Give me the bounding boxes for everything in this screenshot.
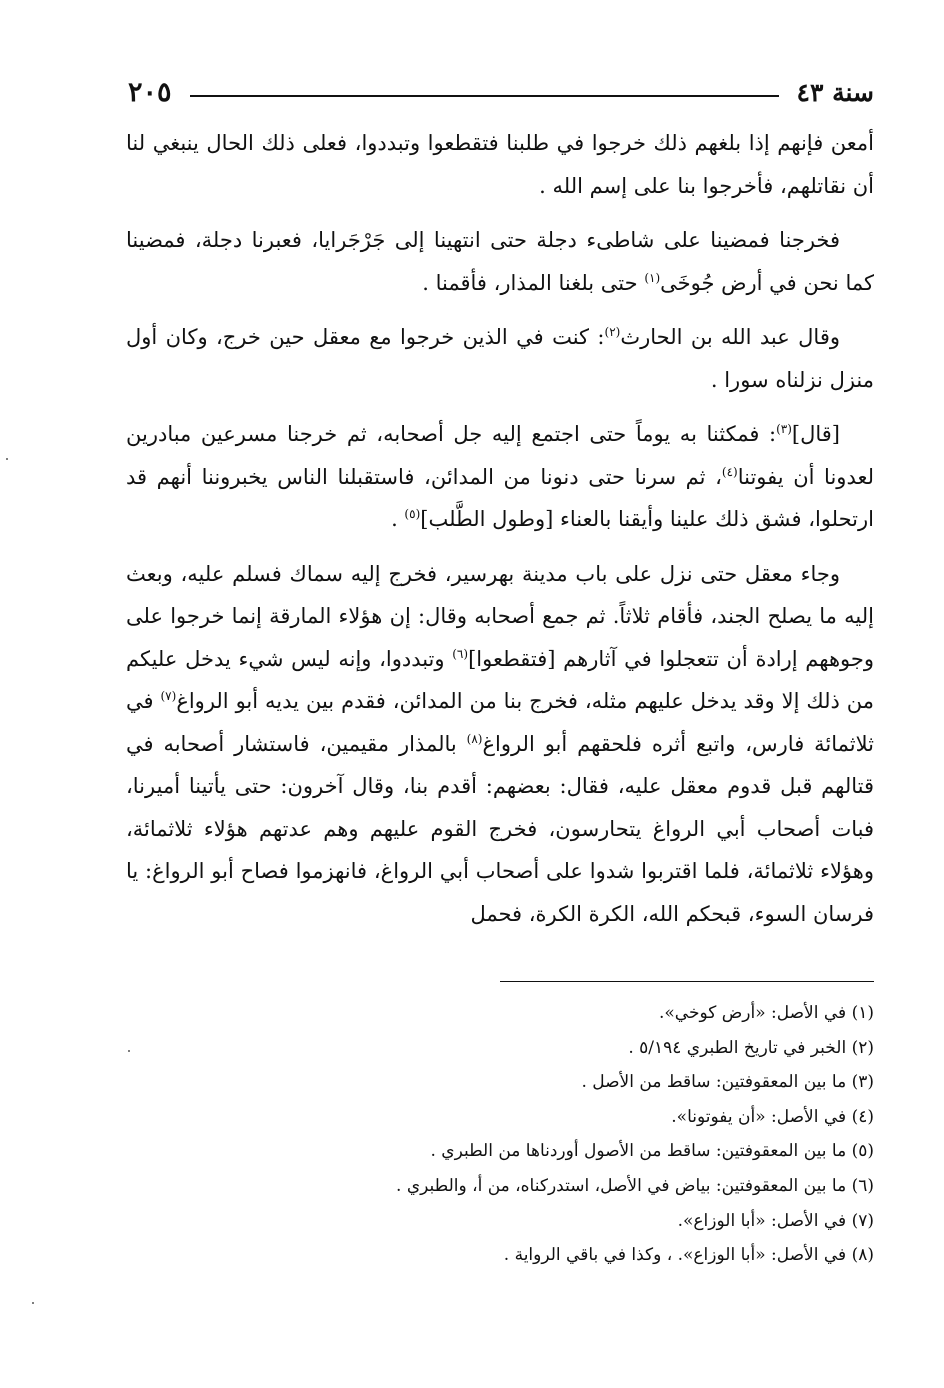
footnote-ref: (٥) — [404, 507, 421, 521]
main-text — [126, 122, 874, 947]
footnote: (٢) الخبر في تاريخ الطبري ٥/١٩٤ . — [628, 1037, 874, 1058]
paragraph — [126, 122, 874, 207]
paragraph — [126, 316, 874, 401]
running-head: سنة ٤٣ — [796, 77, 874, 107]
footnote: (٦) ما بين المعقوفتين: بياض في الأصل، استدركناه، من أ، والطبري . — [396, 1175, 874, 1196]
footnote: (٧) في الأصل: «أبا الوزاع». — [677, 1210, 874, 1231]
footnote-ref: (١) — [644, 270, 661, 285]
scan-speck — [32, 1302, 34, 1304]
text-run: : فمكثنا به يوماً حتى اجتمع إليه جل أصحابه، ثم خرجنا مسرعين مبادرين لعدونا أن يفوتنا — [126, 422, 874, 489]
text-run: فخرجنا فمضينا على شاطىء دجلة حتى انتهينا إلى جَرْجَرايا، فعبرنا دجلة، فمضينا كما نحن في أرض جُوخَى — [126, 228, 874, 295]
text-run: وتبددوا، وإنه ليس شيء يدخل عليكم من ذلك إلا وقد يدخل عليهم مثله، فخرج بنا من المدائن، فقدم بين يديه أبو الرواغ — [126, 646, 874, 713]
footnote-separator — [500, 981, 874, 982]
text-run: بالمذار مقيمين، فاستشار أصحابه في قتالهم قبل قدوم معقل عليه، فقال: بعضهم: أقدم بنا، وقال آخرون: حتى يأتينا أميرنا، فبات أصحاب أبي الرواغ يتحارسون، فخرج القوم عليهم وهم عدتهم هؤلاء ثلاثمائة، وهؤلاء ثلاثمائة، فلما اقتربوا شدوا على أصحاب أبي الرواغ، فانهزموا فصاح أبو الرواغ: يا فرسان السوء، قبحكم الله، الكرة الكرة، فحمل — [126, 731, 874, 926]
text-run: وقال عبد الله بن الحارث — [620, 325, 840, 349]
text-run: : كنت في الذين خرجوا مع معقل حين خرج، وكان أول منزل نزلناه سورا . — [126, 325, 874, 392]
text-run: . — [391, 507, 405, 531]
scan-speck — [6, 458, 8, 460]
footnote: (١) في الأصل: «أرض كوخي». — [658, 1003, 874, 1023]
text-run: وجاء معقل حتى نزل على باب مدينة بهرسير، فخرج إليه سماك فسلم عليه، وبعث إليه ما يصلح الجند، فأقام ثلاثاً. ثم جمع أصحابه وقال: إن هؤلاء المارقة إنما خرجوا على وجوههم إرادة أن تتعجلوا في آثارهم [فتقطعوا] — [126, 561, 874, 671]
text-run: [قال] — [791, 422, 840, 446]
paragraph — [126, 553, 874, 936]
paragraph — [126, 413, 874, 541]
paragraph — [126, 219, 874, 304]
footnote-ref: (٨) — [466, 731, 483, 746]
footnote-ref: (٦) — [452, 646, 469, 661]
text-run: ، ثم سرنا حتى دنونا من المدائن، فاستقبلنا الناس يخبروننا أنهم قد ارتحلوا، فشق ذلك علينا وأيقنا بالعناء [وطول الطَّلب] — [126, 464, 874, 531]
footnote: (٤) في الأصل: «أن يفوتونا». — [671, 1106, 874, 1127]
footnote-ref: (٢) — [604, 325, 621, 339]
page-number: ٢٠٥ — [128, 76, 172, 108]
footnote: (٣) ما بين المعقوفتين: ساقط من الأصل . — [581, 1072, 874, 1093]
text-run: حتى بلغنا المذار، فأقمنا . — [422, 270, 645, 295]
footnote: (٥) ما بين المعقوفتين: ساقط من الأصول أوردناها من الطبري . — [430, 1141, 874, 1162]
header-rule — [190, 95, 779, 97]
footnote-ref: (٧) — [160, 689, 177, 703]
text-run: أمعن فإنهم إذا بلغهم ذلك خرجوا في طلبنا فتقطعوا وتبددوا، فعلى ذلك الحال ينبغي لنا أن نقاتلهم، فأخرجوا بنا على إسم الله . — [126, 131, 874, 198]
scan-speck — [128, 1050, 130, 1052]
footnotes — [126, 996, 874, 1273]
footnote-ref: (٣) — [776, 422, 792, 436]
footnote-ref: (٤) — [721, 464, 738, 479]
footnote: (٨) في الأصل: «أبا الوزاع». ، وكذا في باقي الرواية . — [503, 1245, 874, 1266]
text-run: في ثلاثمائة فارس، واتبع أثره فلحقهم أبو الرواغ — [126, 689, 875, 756]
page-header — [128, 70, 874, 114]
